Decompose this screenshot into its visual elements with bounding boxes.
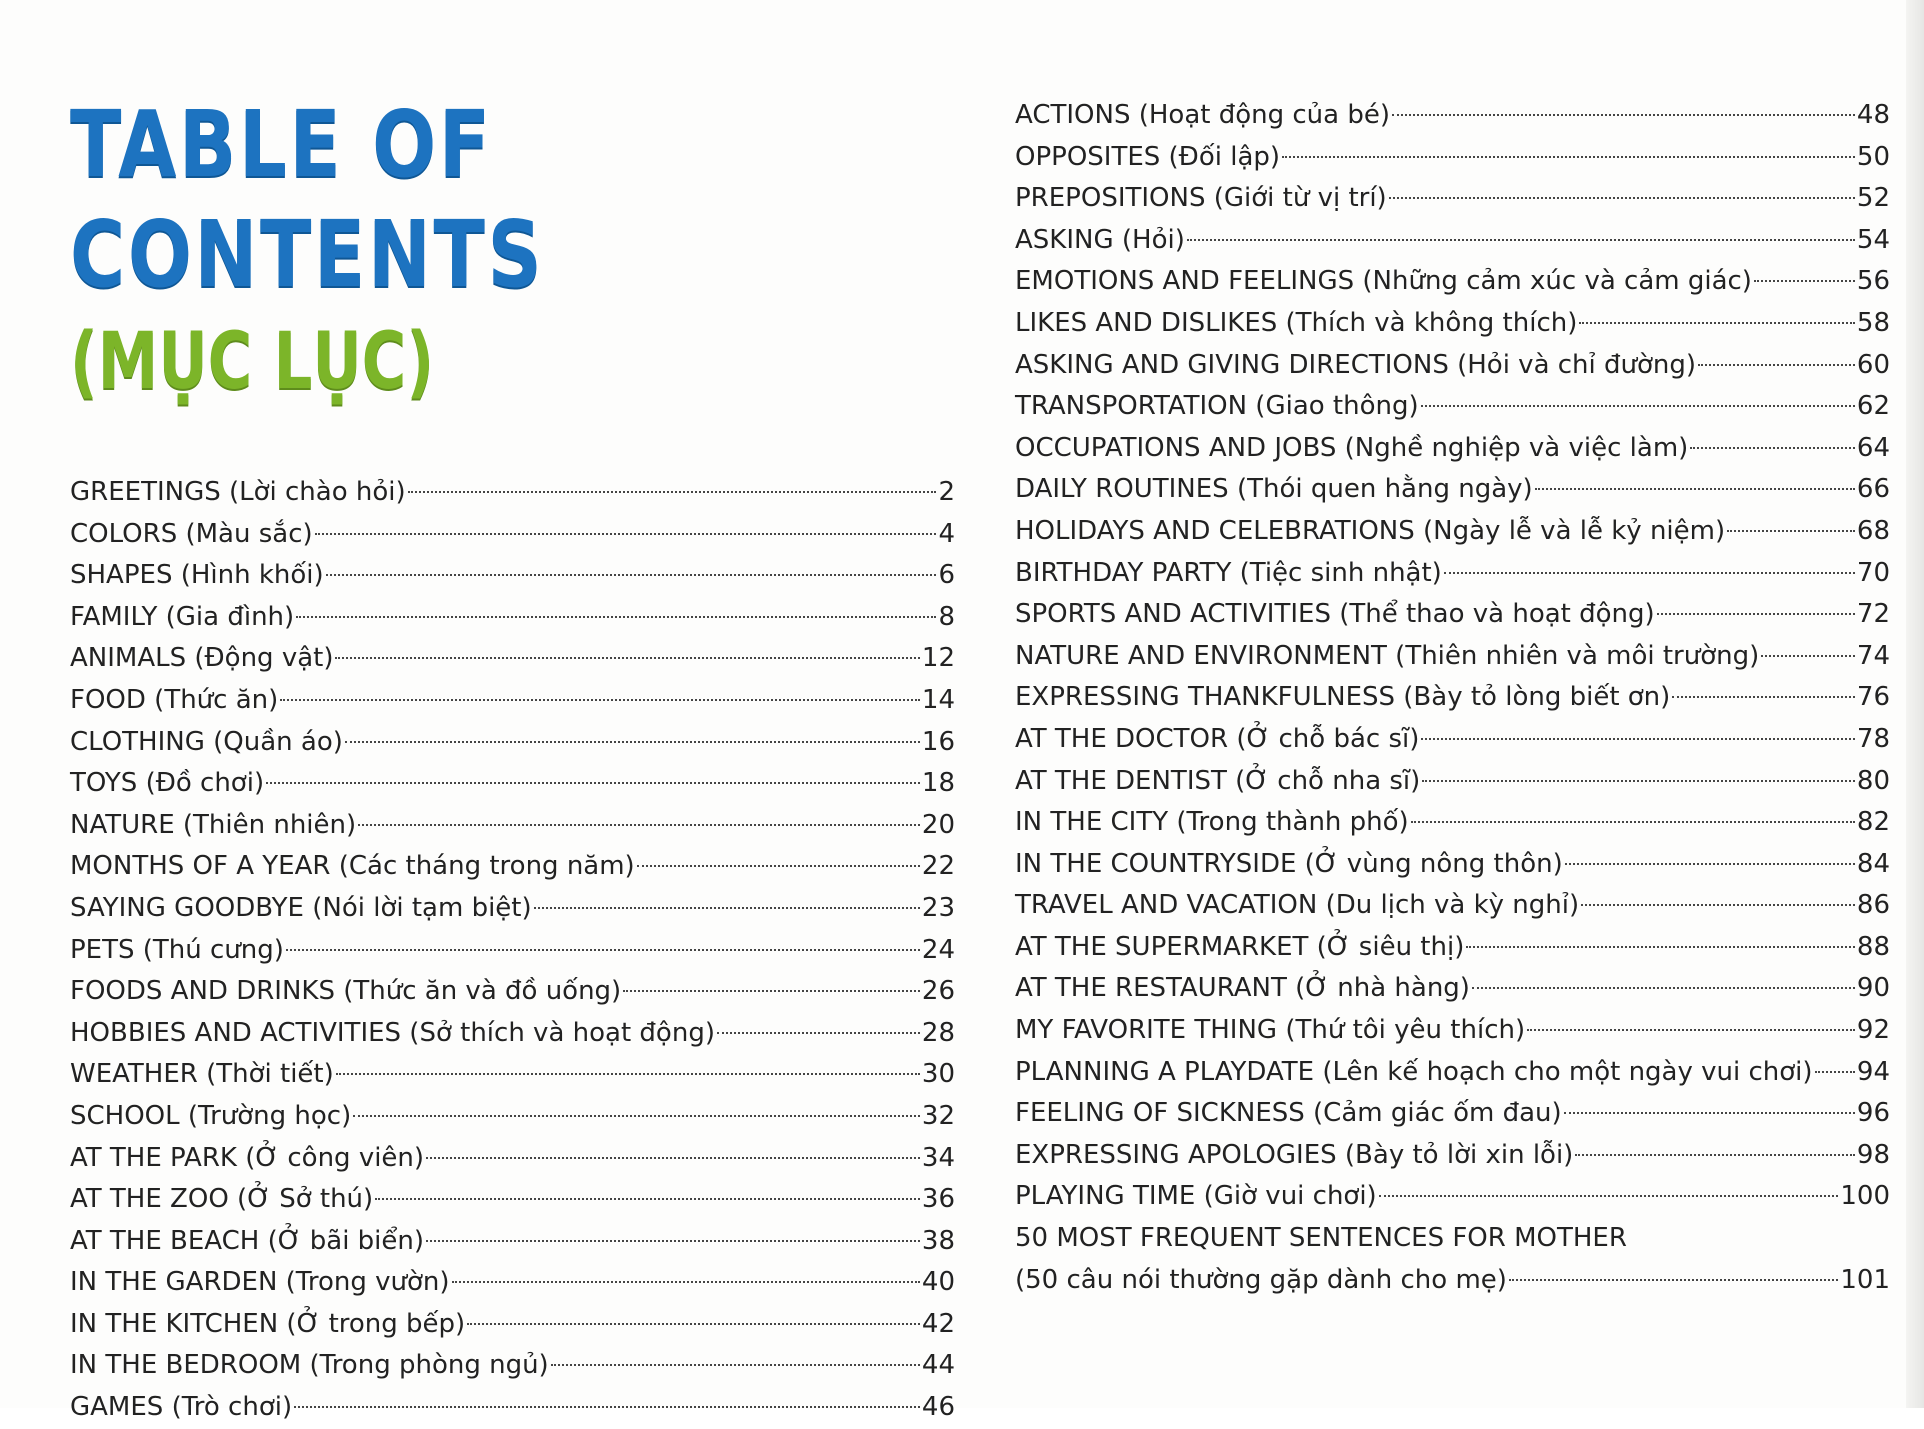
toc-entry-label: EMOTIONS AND FEELINGS (Những cảm xúc và cảm giác) xyxy=(1015,266,1752,297)
toc-entry[interactable] xyxy=(1015,95,1890,137)
toc-entry[interactable] xyxy=(1015,1093,1890,1135)
toc-entry-label: (50 câu nói thường gặp dành cho mẹ) xyxy=(1015,1264,1507,1295)
toc-entry[interactable] xyxy=(1015,719,1890,761)
toc-entry-page: 40 xyxy=(921,1267,955,1298)
toc-entry-label: TRANSPORTATION (Giao thông) xyxy=(1015,391,1419,422)
toc-leader-dots xyxy=(1727,530,1855,532)
toc-entry-page: 12 xyxy=(921,643,955,674)
toc-entry[interactable] xyxy=(70,971,955,1013)
page-subtitle: (MỤC LỤC) xyxy=(70,317,435,407)
toc-entry[interactable] xyxy=(70,846,955,888)
toc-entry[interactable] xyxy=(1015,677,1890,719)
toc-leader-dots xyxy=(1472,987,1855,989)
toc-leader-dots xyxy=(1761,655,1855,657)
toc-leader-dots xyxy=(1421,405,1855,407)
toc-entry-page: 46 xyxy=(921,1392,955,1423)
toc-entry[interactable] xyxy=(1015,968,1890,1010)
toc-entry[interactable] xyxy=(1015,469,1890,511)
toc-entry-page: 18 xyxy=(921,768,955,799)
toc-entry-label: LIKES AND DISLIKES (Thích và không thích) xyxy=(1015,307,1578,338)
toc-leader-dots xyxy=(1690,447,1855,449)
toc-entry-label: ACTIONS (Hoạt động của bé) xyxy=(1015,100,1390,130)
toc-entry[interactable] xyxy=(1015,261,1890,303)
toc-entry-page: 50 xyxy=(1856,141,1890,172)
toc-entry-label: TRAVEL AND VACATION (Du lịch và kỳ nghỉ) xyxy=(1015,890,1580,921)
right-column xyxy=(1015,95,1890,1301)
toc-leader-dots xyxy=(1527,1029,1855,1031)
toc-entry-page: 30 xyxy=(921,1059,955,1090)
toc-entry-page: 23 xyxy=(921,892,955,923)
toc-entry-page: 44 xyxy=(921,1350,955,1381)
toc-leader-dots xyxy=(1444,572,1855,574)
toc-entry-label: WEATHER (Thời tiết) xyxy=(70,1059,334,1090)
toc-leader-dots xyxy=(1579,322,1855,324)
toc-entry-label: HOLIDAYS AND CELEBRATIONS (Ngày lễ và lễ kỷ niệm) xyxy=(1015,515,1726,546)
toc-leader-dots xyxy=(408,491,937,493)
toc-last-entry xyxy=(1015,1218,1890,1301)
toc-entry-label: NATURE (Thiên nhiên) xyxy=(70,809,357,840)
toc-entry[interactable] xyxy=(1015,636,1890,678)
toc-entry[interactable] xyxy=(1015,428,1890,470)
toc-entry-label: HOBBIES AND ACTIVITIES (Sở thích và hoạt động) xyxy=(70,1017,715,1048)
toc-leader-dots xyxy=(1509,1279,1838,1281)
toc-entry-label: MONTHS OF A YEAR (Các tháng trong năm) xyxy=(70,851,635,882)
toc-leader-dots xyxy=(353,1115,920,1117)
toc-leader-dots xyxy=(1575,1154,1855,1156)
toc-entry-page: 68 xyxy=(1856,515,1890,546)
toc-leader-dots xyxy=(1535,488,1855,490)
toc-entry-page: 22 xyxy=(921,851,955,882)
toc-entry-page: 62 xyxy=(1856,391,1890,422)
toc-leader-dots xyxy=(717,1032,920,1034)
toc-entry-label: TOYS (Đồ chơi) xyxy=(70,768,265,799)
toc-entry-page: 8 xyxy=(938,601,955,632)
toc-entry[interactable] xyxy=(1015,386,1890,428)
toc-entry-label: DAILY ROUTINES (Thói quen hằng ngày) xyxy=(1015,474,1533,505)
toc-leader-dots xyxy=(623,990,920,992)
toc-entry[interactable] xyxy=(70,930,955,972)
toc-entry-label: PETS (Thú cưng) xyxy=(70,934,284,965)
toc-leader-dots xyxy=(637,865,920,867)
toc-entry-page: 26 xyxy=(921,976,955,1007)
toc-entry-label: PLANNING A PLAYDATE (Lên kế hoạch cho một ngày vui chơi) xyxy=(1015,1056,1813,1087)
toc-entry-page: 101 xyxy=(1840,1264,1890,1295)
toc-entry[interactable] xyxy=(70,1221,955,1263)
toc-entry-page: 36 xyxy=(921,1184,955,1215)
toc-entry[interactable] xyxy=(70,1304,955,1346)
toc-entry-label: SHAPES (Hình khối) xyxy=(70,560,324,591)
toc-entry[interactable] xyxy=(70,472,955,514)
toc-entry[interactable] xyxy=(1015,761,1890,803)
toc-entry[interactable] xyxy=(70,597,955,639)
toc-entry[interactable] xyxy=(70,1096,955,1138)
toc-entry[interactable] xyxy=(1015,553,1890,595)
toc-leader-dots xyxy=(326,574,937,576)
toc-list-right xyxy=(1015,95,1890,1218)
toc-entry-page: 74 xyxy=(1856,640,1890,671)
toc-entry[interactable] xyxy=(1015,927,1890,969)
toc-entry-page: 6 xyxy=(938,560,955,591)
toc-leader-dots xyxy=(296,616,936,618)
toc-leader-dots xyxy=(1815,1071,1855,1073)
toc-leader-dots xyxy=(1657,613,1855,615)
toc-entry-page: 16 xyxy=(921,726,955,757)
toc-entry[interactable] xyxy=(70,1345,955,1387)
toc-entry-page: 52 xyxy=(1856,183,1890,214)
toc-leader-dots xyxy=(335,657,919,659)
toc-entry[interactable] xyxy=(70,722,955,764)
toc-leader-dots xyxy=(286,949,920,951)
toc-entry[interactable] xyxy=(1015,220,1890,262)
toc-entry[interactable] xyxy=(70,1054,955,1096)
toc-entry[interactable] xyxy=(70,514,955,556)
toc-entry-label: ANIMALS (Động vật) xyxy=(70,643,334,674)
toc-entry[interactable] xyxy=(1015,137,1890,179)
toc-entry-page: 98 xyxy=(1856,1139,1890,1170)
toc-entry[interactable] xyxy=(70,1262,955,1304)
page-title: TABLE OF CONTENTS xyxy=(70,91,545,308)
toc-entry-page: 100 xyxy=(1840,1181,1890,1212)
toc-leader-dots xyxy=(1754,280,1855,282)
toc-entry-last-line1[interactable] xyxy=(1015,1218,1890,1260)
toc-leader-dots xyxy=(336,1073,920,1075)
toc-entry-label: AT THE DENTIST (Ở chỗ nha sĩ) xyxy=(1015,765,1421,796)
toc-entry-label: AT THE ZOO (Ở Sở thú) xyxy=(70,1184,374,1215)
toc-entry[interactable] xyxy=(70,763,955,805)
toc-entry-label: SPORTS AND ACTIVITIES (Thể thao và hoạt động) xyxy=(1015,599,1655,630)
toc-entry-page: 28 xyxy=(921,1017,955,1048)
toc-entry-label: IN THE KITCHEN (Ở trong bếp) xyxy=(70,1308,466,1339)
toc-entry-label: GREETINGS (Lời chào hỏi) xyxy=(70,477,406,507)
toc-entry-page: 34 xyxy=(921,1142,955,1173)
toc-leader-dots xyxy=(280,699,920,701)
toc-entry-label: PLAYING TIME (Giờ vui chơi) xyxy=(1015,1181,1377,1212)
toc-entry[interactable] xyxy=(1015,844,1890,886)
toc-leader-dots xyxy=(426,1240,920,1242)
toc-entry-label: AT THE SUPERMARKET (Ở siêu thị) xyxy=(1015,931,1465,962)
toc-entry-label: AT THE BEACH (Ở bãi biển) xyxy=(70,1225,425,1256)
toc-entry[interactable] xyxy=(1015,345,1890,387)
toc-entry[interactable] xyxy=(70,1138,955,1180)
toc-entry-page: 86 xyxy=(1856,890,1890,921)
toc-entry[interactable] xyxy=(70,555,955,597)
toc-entry[interactable] xyxy=(1015,885,1890,927)
toc-entry-page: 78 xyxy=(1856,723,1890,754)
toc-entry-last-line2[interactable] xyxy=(1015,1260,1890,1302)
toc-entry[interactable] xyxy=(70,680,955,722)
toc-entry-page: 2 xyxy=(938,477,955,507)
toc-entry-label: AT THE PARK (Ở công viên) xyxy=(70,1142,425,1173)
toc-leader-dots xyxy=(1581,904,1855,906)
toc-entry-label: EXPRESSING THANKFULNESS (Bày tỏ lòng biết ơn) xyxy=(1015,682,1671,713)
toc-entry-label: MY FAVORITE THING (Thứ tôi yêu thích) xyxy=(1015,1015,1526,1046)
toc-leader-dots xyxy=(1187,239,1855,241)
toc-entry-label: IN THE COUNTRYSIDE (Ở vùng nông thôn) xyxy=(1015,848,1563,879)
toc-leader-dots xyxy=(534,907,920,909)
toc-entry-label: FOODS AND DRINKS (Thức ăn và đồ uống) xyxy=(70,976,622,1007)
toc-entry-label: FOOD (Thức ăn) xyxy=(70,684,279,715)
toc-entry-label: EXPRESSING APOLOGIES (Bày tỏ lời xin lỗi) xyxy=(1015,1139,1574,1170)
toc-entry[interactable] xyxy=(70,888,955,930)
toc-entry-page: 88 xyxy=(1856,931,1890,962)
toc-leader-dots xyxy=(1672,696,1855,698)
toc-entry-page: 64 xyxy=(1856,432,1890,463)
toc-leader-dots xyxy=(266,782,920,784)
toc-entry[interactable] xyxy=(1015,1052,1890,1094)
toc-entry-label: NATURE AND ENVIRONMENT (Thiên nhiên và môi trường) xyxy=(1015,640,1760,671)
toc-entry-label: IN THE BEDROOM (Trong phòng ngủ) xyxy=(70,1350,549,1381)
toc-entry-page: 60 xyxy=(1856,349,1890,380)
toc-entry-label: SAYING GOODBYE (Nói lời tạm biệt) xyxy=(70,892,532,923)
toc-entry-page: 54 xyxy=(1856,224,1890,255)
toc-entry-label: PREPOSITIONS (Giới từ vị trí) xyxy=(1015,183,1387,214)
toc-leader-dots xyxy=(467,1323,920,1325)
toc-entry-page: 38 xyxy=(921,1225,955,1256)
toc-entry[interactable] xyxy=(70,1179,955,1221)
toc-entry[interactable] xyxy=(70,638,955,680)
toc-leader-dots xyxy=(1392,114,1855,116)
toc-leader-dots xyxy=(1421,738,1855,740)
toc-entry[interactable] xyxy=(70,1013,955,1055)
toc-entry-page: 58 xyxy=(1856,307,1890,338)
toc-entry-page: 66 xyxy=(1856,474,1890,505)
toc-entry-label: OCCUPATIONS AND JOBS (Nghề nghiệp và việc làm) xyxy=(1015,432,1689,463)
toc-leader-dots xyxy=(452,1281,920,1283)
toc-entry-label: GAMES (Trò chơi) xyxy=(70,1392,293,1423)
toc-entry-label: 50 MOST FREQUENT SENTENCES FOR MOTHER xyxy=(1015,1223,1627,1254)
toc-leader-dots xyxy=(1564,1112,1855,1114)
page-edge xyxy=(1906,0,1924,1408)
toc-leader-dots xyxy=(345,741,920,743)
toc-entry[interactable] xyxy=(1015,802,1890,844)
toc-entry-page: 4 xyxy=(938,518,955,549)
toc-entry-page: 76 xyxy=(1856,682,1890,713)
toc-entry-page: 84 xyxy=(1856,848,1890,879)
toc-entry-page: 48 xyxy=(1856,100,1890,130)
left-column xyxy=(70,90,955,1429)
toc-entry-page: 92 xyxy=(1856,1015,1890,1046)
toc-entry-page: 96 xyxy=(1856,1098,1890,1129)
toc-entry-page: 70 xyxy=(1856,557,1890,588)
toc-leader-dots xyxy=(551,1364,920,1366)
toc-entry[interactable] xyxy=(1015,178,1890,220)
toc-leader-dots xyxy=(1698,364,1855,366)
toc-leader-dots xyxy=(1565,863,1855,865)
toc-entry-label: COLORS (Màu sắc) xyxy=(70,518,313,549)
toc-entry[interactable] xyxy=(1015,594,1890,636)
toc-entry-page: 24 xyxy=(921,934,955,965)
toc-leader-dots xyxy=(1389,197,1855,199)
toc-entry-page: 80 xyxy=(1856,765,1890,796)
toc-leader-dots xyxy=(1466,946,1855,948)
toc-entry-label: OPPOSITES (Đối lập) xyxy=(1015,141,1281,172)
toc-leader-dots xyxy=(1379,1195,1839,1197)
toc-leader-dots xyxy=(358,824,920,826)
toc-entry[interactable] xyxy=(1015,511,1890,553)
toc-leader-dots xyxy=(426,1157,920,1159)
toc-list-left xyxy=(70,472,955,1429)
toc-entry[interactable] xyxy=(1015,1135,1890,1177)
toc-entry-label: IN THE CITY (Trong thành phố) xyxy=(1015,807,1409,838)
toc-entry-page: 72 xyxy=(1856,599,1890,630)
toc-leader-dots xyxy=(1422,780,1855,782)
toc-entry-label: SCHOOL (Trường học) xyxy=(70,1100,352,1131)
toc-entry-label: CLOTHING (Quần áo) xyxy=(70,726,343,757)
toc-entry-page: 20 xyxy=(921,809,955,840)
toc-leader-dots xyxy=(1282,156,1855,158)
toc-entry-page: 94 xyxy=(1856,1056,1890,1087)
toc-entry[interactable] xyxy=(1015,1010,1890,1052)
toc-entry-page: 82 xyxy=(1856,807,1890,838)
toc-entry-page: 42 xyxy=(921,1308,955,1339)
toc-entry-label: BIRTHDAY PARTY (Tiệc sinh nhật) xyxy=(1015,557,1442,588)
toc-leader-dots xyxy=(315,533,937,535)
toc-entry[interactable] xyxy=(70,805,955,847)
toc-leader-dots xyxy=(1411,821,1855,823)
toc-entry-page: 14 xyxy=(921,684,955,715)
toc-leader-dots xyxy=(375,1198,920,1200)
toc-entry[interactable] xyxy=(1015,1176,1890,1218)
toc-entry-label: IN THE GARDEN (Trong vườn) xyxy=(70,1267,450,1298)
toc-entry-page: 56 xyxy=(1856,266,1890,297)
toc-entry-label: AT THE DOCTOR (Ở chỗ bác sĩ) xyxy=(1015,723,1420,754)
toc-entry-label: ASKING (Hỏi) xyxy=(1015,224,1185,255)
toc-entry-label: FEELING OF SICKNESS (Cảm giác ốm đau) xyxy=(1015,1098,1562,1129)
toc-entry-label: ASKING AND GIVING DIRECTIONS (Hỏi và chỉ đường) xyxy=(1015,349,1697,380)
toc-entry-page: 32 xyxy=(921,1100,955,1131)
toc-entry-page: 90 xyxy=(1856,973,1890,1004)
toc-entry-label: FAMILY (Gia đình) xyxy=(70,601,295,632)
toc-entry[interactable] xyxy=(1015,303,1890,345)
toc-entry-label: AT THE RESTAURANT (Ở nhà hàng) xyxy=(1015,973,1470,1004)
